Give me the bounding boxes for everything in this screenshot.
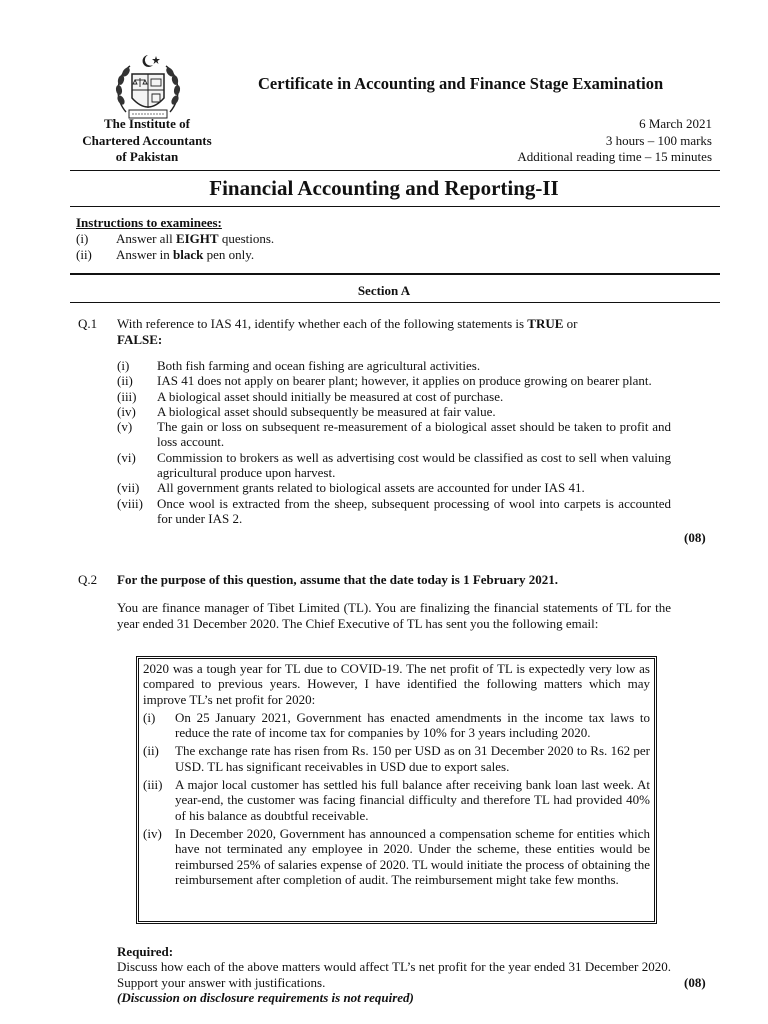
institute-line: Chartered Accountants [82,132,212,148]
required-label: Required: [117,944,174,959]
institute-name [72,116,222,166]
q1-marks: (08) [684,530,706,545]
divider [70,273,720,275]
exam-date: 6 March 2021 [639,116,712,131]
instruction-text: Answer all EIGHT questions. [116,231,275,246]
instruction-item [76,247,274,263]
institute-line: The Institute of [104,116,190,131]
divider [70,302,720,303]
paper-title: Financial Accounting and Reporting-II [209,176,559,200]
instruction-number: (i) [76,231,89,246]
q1-intro: With reference to IAS 41, identify whether each of the following statements is TRUE or FALSE: [117,316,578,347]
list-item: (vii) All government grants related to biological assets are accounted for under IAS 41. [117,480,585,496]
list-item: (iii) A biological asset should initially be measured at cost of purchase. [117,388,504,404]
question-number: Q.2 [78,572,98,587]
instructions [76,215,274,263]
question-number: Q.1 [78,316,98,331]
email-box [136,656,657,924]
list-item: (ii) IAS 41 does not apply on bearer plant; however, it applies on produce growing on bearer plant. [117,373,652,389]
section-label: Section A [357,283,411,298]
email-intro: 2020 was a tough year for TL due to COVID-19. The net profit of TL is expectedly very low as compared to previous years. However, I have identified the following matters which may improve TL’s net profit for 2020: [143,661,650,707]
instruction-text: Answer in black pen only. [116,247,255,262]
q2-marks: (08) [684,975,706,990]
list-item: (v) The gain or loss on subsequent re-measurement of a biological asset should be taken to profit and loss account. [117,419,671,450]
instruction-number: (ii) [76,247,92,262]
required-note: (Discussion on disclosure requirements is not required) [117,990,414,1005]
required-text: Discuss how each of the above matters would affect TL’s net profit for the year ended 31 December 2020. Support your answer with justifications. [117,959,671,990]
divider [70,206,720,207]
exam-title: Certificate in Accounting and Finance Stage Examination [258,74,664,93]
list-item: (ii) The exchange rate has risen from Rs. 150 per USD as on 31 December 2020 to Rs. 162 per USD. TL has significant receivables in USD due to export sales. [143,743,650,774]
q2-assumption: For the purpose of this question, assume that the date today is 1 February 2021. [117,572,559,587]
institute-logo [112,50,184,122]
list-item: (viii) Once wool is extracted from the sheep, subsequent processing of wool into carpets is accounted for under IAS 2. [117,495,671,526]
list-item: (iii) A major local customer has settled his full balance after receiving bank loan last week. At year-end, the customer was facing financial difficulty and therefore TL had provided 40% of his balance as doubtful receivable. [143,777,650,823]
list-item: (iv) In December 2020, Government has announced a compensation scheme for entities which have not terminated any employee in 2020. Under the scheme, these entities would be reimbursed 25% of salaries expense of 2020. TL would initiate the process of obtaining the reimbursement after completion of audit. The reimbursement might take few months. [143,825,650,887]
list-item: (i) Both fish farming and ocean fishing are agricultural activities. [117,358,481,373]
list-item: (i) On 25 January 2021, Government has enacted amendments in the income tax laws to reduce the rate of income tax for companies by 10% for 3 years including 2020. [143,709,650,741]
exam-meta [517,116,712,166]
q2-intro: You are finance manager of Tibet Limited (TL). You are finalizing the financial statements of TL for the year ended 31 December 2020. The Chief Executive of TL has sent you the following email: [117,600,671,631]
institute-line: of Pakistan [115,149,179,164]
exam-duration: 3 hours – 100 marks [605,132,712,148]
list-item: (vi) Commission to brokers as well as advertising cost would be classified as cost to sell when valuing agricultural produce upon harvest. [117,449,671,481]
list-item: (iv) A biological asset should subsequently be measured at fair value. [117,403,496,419]
icap-crest-icon [112,50,184,122]
instructions-heading: Instructions to examinees: [76,215,222,230]
instruction-item [76,231,274,247]
reading-time: Additional reading time – 15 minutes [517,149,712,164]
q1-statements [117,358,671,526]
divider [70,170,720,171]
